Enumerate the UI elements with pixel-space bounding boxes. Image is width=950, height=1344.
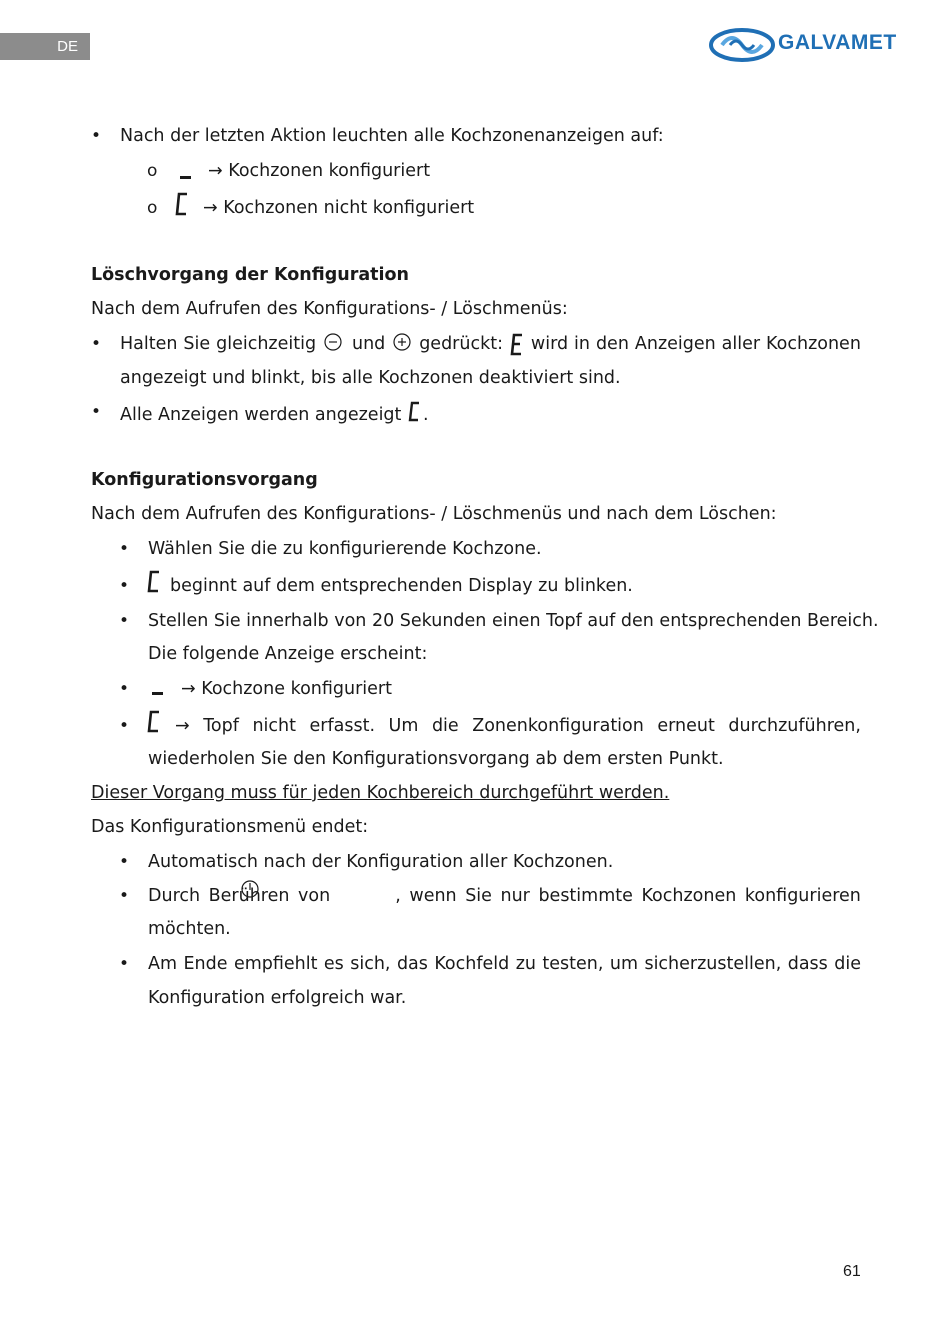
delete-lead: Nach dem Aufrufen des Konfigurations- / Löschmenüs: (91, 299, 568, 319)
delete-bullet2: Alle Anzeigen werden angezeigt . (120, 401, 429, 426)
bullet-dot: • (91, 126, 102, 146)
brand-name: GALVAMET (778, 31, 897, 54)
bullet-dot: • (119, 716, 130, 736)
end-bullet3-line2: Konfiguration erfolgreich war. (148, 988, 407, 1008)
config-bullet2: beginnt auf dem entsprechenden Display zu blinken. (170, 576, 633, 596)
intro-sub1: → Kochzonen konfiguriert (208, 161, 431, 181)
config-heading: Konfigurationsvorgang (91, 470, 318, 490)
page-number: 61 (843, 1263, 861, 1280)
plus-button-icon (391, 333, 413, 355)
minus-button-icon (322, 333, 344, 355)
bullet-dot: • (91, 334, 102, 354)
bullet-dot: • (119, 576, 130, 596)
display-c-symbol (175, 192, 191, 216)
galvamet-logo (708, 26, 908, 64)
language-tab: DE (0, 33, 90, 60)
config-bullet4: → Kochzone konfiguriert (181, 679, 392, 699)
config-bullet1: Wählen Sie die zu konfigurierende Kochzone. (148, 539, 542, 559)
bullet-dot: • (119, 539, 130, 559)
config-bullet5-line2: wiederholen Sie den Konfigurationsvorgang ab dem ersten Punkt. (148, 749, 724, 769)
end-bullet2-line2: möchten. (148, 919, 231, 939)
config-bullet5-line1: → Topf nicht erfasst. Um die Zonenkonfiguration erneut durchzuführen, (175, 716, 861, 736)
bullet-dot: • (119, 679, 130, 699)
config-bullet3-line1: Stellen Sie innerhalb von 20 Sekunden einen Topf auf den entsprechenden Bereich. (148, 611, 879, 631)
display-c-symbol (146, 710, 164, 734)
power-button-icon (240, 879, 260, 899)
intro-sub2: → Kochzonen nicht konfiguriert (203, 198, 475, 218)
config-bullet3-line2: Die folgende Anzeige erscheint: (148, 644, 428, 664)
display-c-symbol (146, 570, 164, 594)
display-dash-symbol (150, 680, 166, 698)
delete-bullet1-line2: angezeigt und blinkt, bis alle Kochzonen deaktiviert sind. (120, 368, 621, 388)
config-lead: Nach dem Aufrufen des Konfigurations- / Löschmenüs und nach dem Löschen: (91, 504, 777, 524)
config-end-lead: Das Konfigurationsmenü endet: (91, 817, 369, 837)
bullet-dot: • (119, 954, 130, 974)
delete-heading: Löschvorgang der Konfiguration (91, 265, 409, 285)
bullet-dot: • (119, 852, 130, 872)
end-bullet3-line1: Am Ende empfiehlt es sich, das Kochfeld zu testen, um sicherzustellen, dass die (148, 954, 861, 974)
bullet-dot: • (119, 611, 130, 631)
sub-bullet: o (147, 198, 158, 218)
bullet-dot: • (91, 402, 102, 422)
galvamet-logo-icon (708, 26, 776, 64)
display-e-symbol (509, 333, 525, 357)
intro-text: Nach der letzten Aktion leuchten alle Kochzonenanzeigen auf: (120, 126, 664, 146)
sub-bullet: o (147, 161, 158, 181)
end-bullet2-line1: Durch Berühren von , wenn Sie nur bestimmte Kochzonen konfigurieren (148, 886, 861, 906)
display-dash-symbol (178, 164, 194, 182)
delete-bullet1-line1: Halten Sie gleichzeitig und gedrückt: wird in den Anzeigen aller Kochzonen (120, 333, 861, 360)
end-bullet1: Automatisch nach der Konfiguration aller Kochzonen. (148, 852, 614, 872)
display-c-symbol (407, 401, 423, 423)
bullet-dot: • (119, 886, 130, 906)
config-note: Dieser Vorgang muss für jeden Kochbereich durchgeführt werden. (91, 783, 670, 803)
